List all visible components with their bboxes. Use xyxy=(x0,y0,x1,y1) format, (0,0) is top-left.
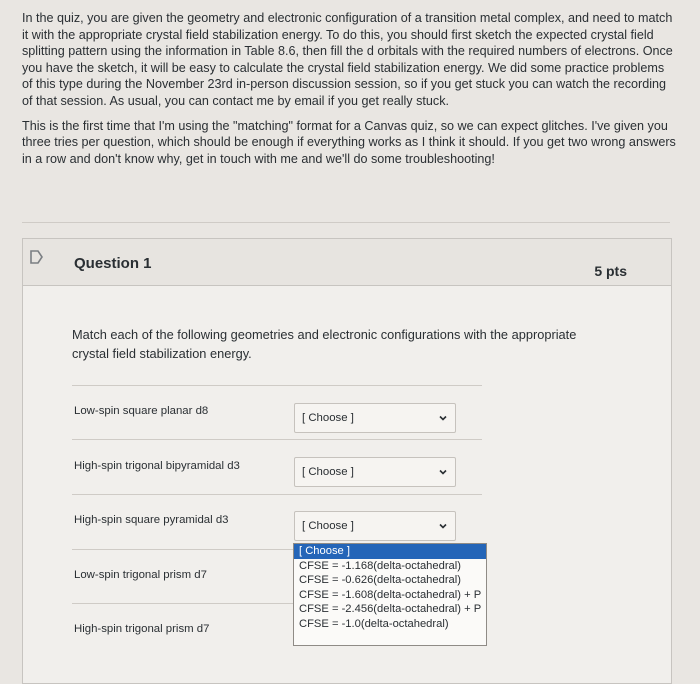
question-text: Match each of the following geometries and electronic configurations with the appropriate crystal field stabilization energy. xyxy=(72,327,577,361)
intro-paragraph-1: In the quiz, you are given the geometry and electronic configuration of a transition metal complex, and need to match it with the appropriate crystal field stabilization energy. To do this, you should first sketch the expected crystal field splitting pattern using the information in Table 8.6, then fill the d orbitals with the required numbers of electrons. Once you have the sketch, it will be easy to calculate the crystal field stabilization energy. We did some practice problems of this type during the November 23rd in-person discussion session, so if you get stuck you can watch the recording of that session. As usual, you can contact me by email if you get really stuck. xyxy=(22,11,673,108)
match-label: High-spin trigonal bipyramidal d3 xyxy=(74,460,240,472)
chevron-down-icon xyxy=(439,522,447,530)
row-separator xyxy=(72,439,482,440)
chevron-down-icon xyxy=(439,414,447,422)
question-header xyxy=(23,239,671,286)
select-value: [ Choose ] xyxy=(302,412,354,424)
answer-select[interactable] xyxy=(294,403,456,433)
answer-select[interactable] xyxy=(294,511,456,541)
select-value: [ Choose ] xyxy=(302,520,354,532)
match-label: Low-spin square planar d8 xyxy=(74,405,209,417)
row-separator xyxy=(72,385,482,386)
dropdown-option[interactable]: CFSE = -1.608(delta-octahedral) + P xyxy=(299,588,482,601)
question-card xyxy=(22,238,672,684)
dropdown-option-choose[interactable]: [ Choose ] xyxy=(294,544,486,559)
match-label: High-spin square pyramidal d3 xyxy=(74,514,229,526)
dropdown-option[interactable]: CFSE = -1.168(delta-octahedral) xyxy=(299,559,461,572)
match-label: High-spin trigonal prism d7 xyxy=(74,623,210,635)
match-label: Low-spin trigonal prism d7 xyxy=(74,569,207,581)
answer-dropdown-list[interactable] xyxy=(293,543,487,646)
dropdown-option[interactable]: CFSE = -1.0(delta-octahedral) xyxy=(299,617,449,630)
quiz-instructions xyxy=(22,10,677,175)
row-separator xyxy=(72,494,482,495)
select-value: [ Choose ] xyxy=(302,466,354,478)
dropdown-option[interactable]: CFSE = -2.456(delta-octahedral) + P xyxy=(299,603,482,615)
divider xyxy=(22,222,670,223)
flag-question-icon[interactable] xyxy=(29,250,43,264)
question-title: Question 1 xyxy=(74,255,152,272)
answer-select[interactable] xyxy=(294,457,456,487)
dropdown-option[interactable]: CFSE = -0.626(delta-octahedral) xyxy=(299,574,461,586)
chevron-down-icon xyxy=(439,468,447,476)
intro-paragraph-2: This is the first time that I'm using the "matching" format for a Canvas quiz, so we can expect glitches. I've given you three tries per question, which should be enough if everything works as I think it should. If you get two wrong answers in a row and don't know why, get in touch with me and we'll do some troubleshooting! xyxy=(22,118,676,166)
question-points: 5 pts xyxy=(594,263,627,279)
